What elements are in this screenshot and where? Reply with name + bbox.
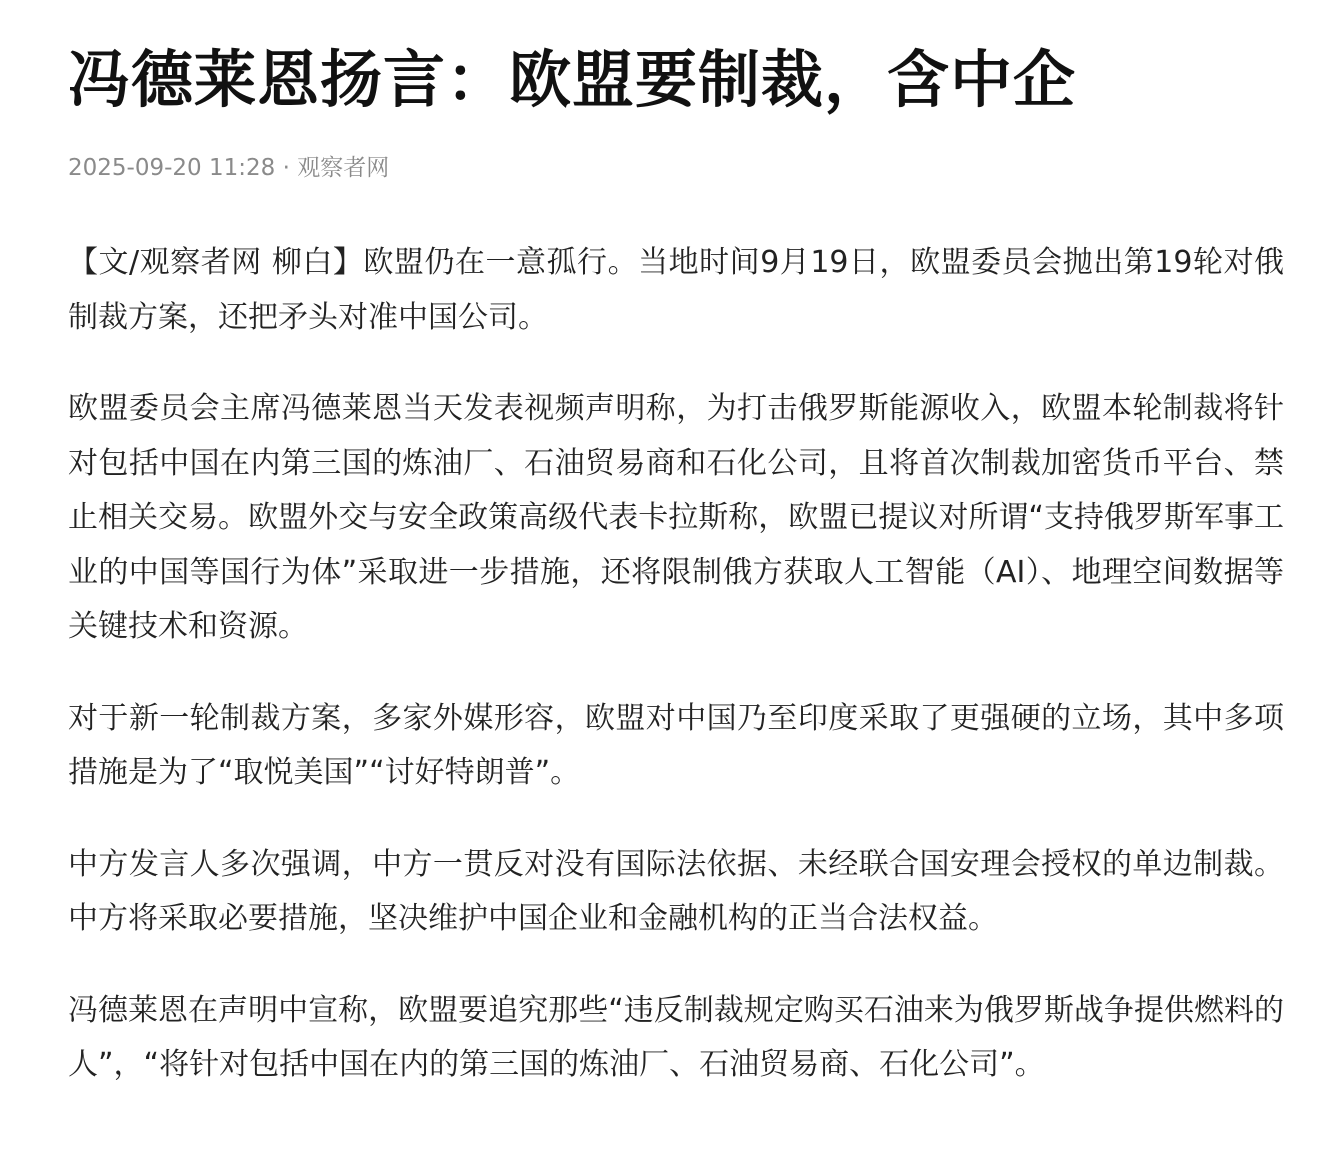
paragraph: 欧盟委员会主席冯德莱恩当天发表视频声明称，为打击俄罗斯能源收入，欧盟本轮制裁将针对包括中国在内第三国的炼油厂、石油贸易商和石化公司，且将首次制裁加密货币平台、禁止相关交易。欧盟外交与安全政策高级代表卡拉斯称，欧盟已提议对所谓“支持俄罗斯军事工业的中国等国行为体”采取进一步措施，还将限制俄方获取人工智能（AI）、地理空间数据等关键技术和资源。 bbox=[68, 391, 1284, 644]
article-body bbox=[68, 236, 1284, 1093]
paragraph: 中方发言人多次强调，中方一贯反对没有国际法依据、未经联合国安理会授权的单边制裁。中方将采取必要措施，坚决维护中国企业和金融机构的正当合法权益。 bbox=[68, 846, 1284, 936]
article-title: 冯德莱恩扬言：欧盟要制裁，含中企 bbox=[68, 43, 1077, 116]
article-meta: 2025-09-20 11:28 · 观察者网 bbox=[68, 155, 390, 181]
paragraph: 【文/观察者网 柳白】欧盟仍在一意孤行。当地时间9月19日，欧盟委员会抛出第19轮对俄制裁方案，还把矛头对准中国公司。 bbox=[68, 245, 1284, 335]
paragraph: 冯德莱恩在声明中宣称，欧盟要追究那些“违反制裁规定购买石油来为俄罗斯战争提供燃料的人”，“将针对包括中国在内的第三国的炼油厂、石油贸易商、石化公司”。 bbox=[68, 992, 1284, 1082]
paragraph: 对于新一轮制裁方案，多家外媒形容，欧盟对中国乃至印度采取了更强硬的立场，其中多项措施是为了“取悦美国”“讨好特朗普”。 bbox=[68, 700, 1284, 790]
